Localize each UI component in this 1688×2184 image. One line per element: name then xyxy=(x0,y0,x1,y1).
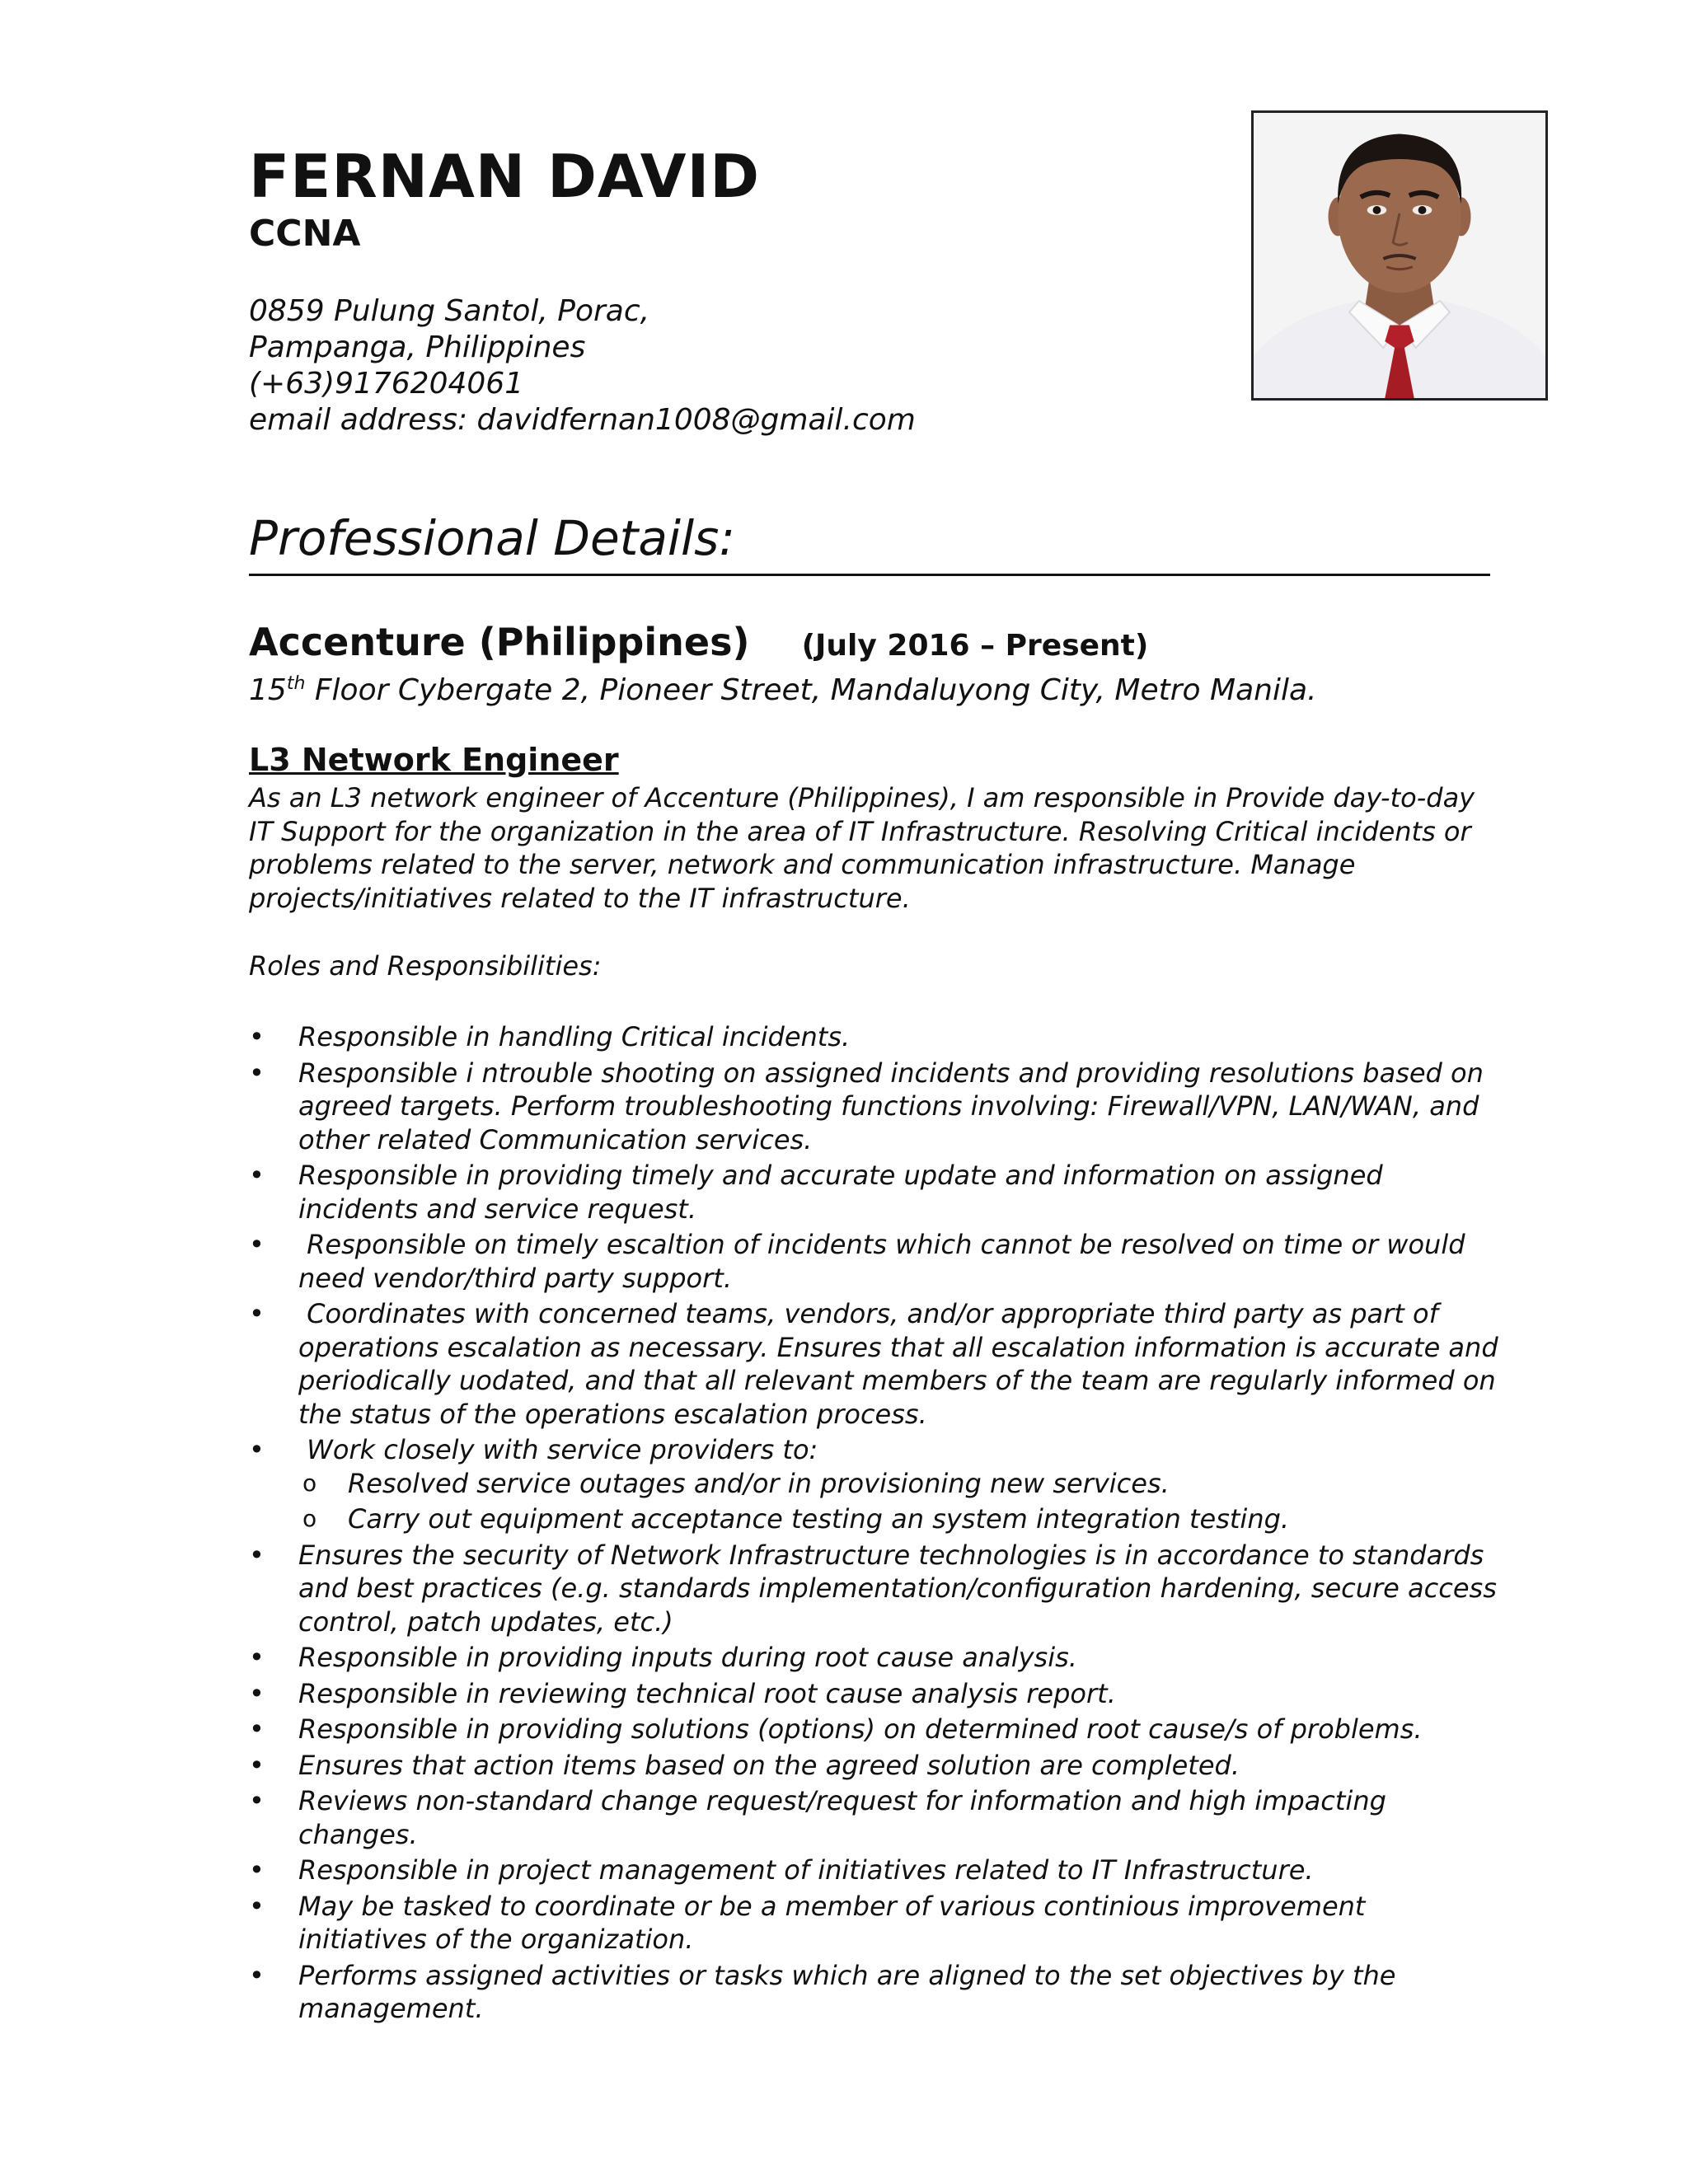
contact-block xyxy=(249,293,916,438)
company-address xyxy=(249,666,1316,709)
bullet-icon: • xyxy=(249,1298,265,1329)
role-description: As an L3 network engineer of Accenture (Philippines), I am responsible in Provide day-to-day IT Support for the organization in the area of IT Infrastructure. Resolving Critical incidents or problems related to the server, network and communication infrastructure. Manage projects/initiatives related to the IT infrastructure. xyxy=(249,782,1475,914)
list-item-text: Responsible in providing inputs during root cause analysis. xyxy=(298,1642,1077,1673)
list-item-text: Responsible in providing timely and accurate update and information on assigned incidents and service request. xyxy=(298,1160,1383,1225)
role-title: L3 Network Engineer xyxy=(249,742,619,778)
list-item xyxy=(249,1297,1507,1431)
list-item xyxy=(249,1057,1502,1157)
list-item-text: Responsible i ntrouble shooting on assigned incidents and providing resolutions based on agreed targets. Perform troubleshooting functions involving: Firewall/VPN, LAN/WAN, and other related Communication services. xyxy=(298,1057,1484,1155)
section-title: Professional Details: xyxy=(249,510,735,566)
phone-number: (+63)9176204061 xyxy=(249,367,524,401)
bullet-icon: • xyxy=(249,1713,265,1745)
list-item xyxy=(249,1228,1502,1295)
bullet-icon: • xyxy=(249,1749,265,1781)
sub-list-item xyxy=(249,1502,1502,1536)
bullet-icon: • xyxy=(249,1642,265,1673)
address-line-1: 0859 Pulung Santol, Porac, xyxy=(249,294,650,328)
list-item xyxy=(249,1713,1502,1746)
list-item-text: Performs assigned activities or tasks which are aligned to the set objectives by the management. xyxy=(298,1959,1396,2024)
list-item xyxy=(249,1433,1502,1536)
profile-photo xyxy=(1251,110,1548,401)
employment-dates: (July 2016 – Present) xyxy=(801,629,1149,663)
bullet-icon: • xyxy=(249,1021,265,1052)
list-item xyxy=(249,1020,1502,1054)
list-item-text: Work closely with service providers to: xyxy=(298,1434,818,1465)
bullet-icon: • xyxy=(249,1785,265,1816)
bullet-icon: • xyxy=(249,1959,265,1991)
list-item-text: Responsible in providing solutions (options) on determined root cause/s of problems. xyxy=(298,1713,1423,1745)
sub-list-item-text: Resolved service outages and/or in provisioning new services. xyxy=(348,1467,1170,1499)
list-item xyxy=(249,1159,1502,1226)
bullet-icon: • xyxy=(249,1890,265,1922)
bullet-icon: • xyxy=(249,1057,265,1089)
list-item-text: May be tasked to coordinate or be a member of various continious improvement initiatives of the organization. xyxy=(298,1890,1366,1955)
certification: CCNA xyxy=(249,213,361,255)
list-item xyxy=(249,1890,1502,1957)
email-address: email address: davidfernan1008@gmail.com xyxy=(249,403,916,437)
circle-bullet-icon: o xyxy=(302,1505,317,1532)
list-item-text: Responsible in handling Critical incidents. xyxy=(298,1021,851,1052)
section-divider xyxy=(249,574,1490,576)
sub-list xyxy=(249,1467,1502,1536)
list-item-text: Ensures the security of Network Infrastructure technologies is in accordance to standards and best practices (e.g. standards implementation/configuration hardening, secure access control, patch updates, etc.) xyxy=(298,1539,1497,1638)
list-item-text: Ensures that action items based on the agreed solution are completed. xyxy=(298,1749,1240,1781)
bullet-icon: • xyxy=(249,1229,265,1260)
address-floor-number: 15 xyxy=(249,673,287,707)
address-rest: Floor Cybergate 2, Pioneer Street, Mandaluyong City, Metro Manila. xyxy=(305,673,1317,707)
list-item-text: Coordinates with concerned teams, vendors, and/or appropriate third party as part of operations escalation as necessary. Ensures that all escalation information is accurate and periodically uodated, and that all relevant members of the team are regularly informed on the status of the operations escalation process. xyxy=(298,1298,1507,1430)
list-item-text: Responsible in project management of initiatives related to IT Infrastructure. xyxy=(298,1854,1314,1886)
address-ordinal-suffix: th xyxy=(286,673,306,694)
list-item-text: Responsible in reviewing technical root cause analysis report. xyxy=(298,1677,1116,1709)
bullet-icon: • xyxy=(249,1854,265,1886)
responsibilities-list xyxy=(249,1020,1507,2028)
circle-bullet-icon: o xyxy=(302,1469,317,1497)
list-item xyxy=(249,1854,1502,1887)
list-item xyxy=(249,1784,1502,1851)
list-item-text: Reviews non-standard change request/request for information and high impacting changes. xyxy=(298,1785,1386,1850)
sub-list-item xyxy=(249,1467,1502,1501)
bullet-icon: • xyxy=(249,1160,265,1191)
list-item xyxy=(249,1959,1502,2026)
list-item xyxy=(249,1539,1502,1639)
list-item xyxy=(249,1641,1502,1675)
address-line-2: Pampanga, Philippines xyxy=(249,330,586,364)
bullet-icon: • xyxy=(249,1539,265,1571)
sub-list-item-text: Carry out equipment acceptance testing an system integration testing. xyxy=(348,1503,1290,1535)
candidate-name: FERNAN DAVID xyxy=(249,142,760,211)
employment-header xyxy=(249,618,1148,666)
bullet-icon: • xyxy=(249,1434,265,1465)
list-item-text: Responsible on timely escaltion of incidents which cannot be resolved on time or would need vendor/third party support. xyxy=(298,1229,1474,1294)
company-name: Accenture (Philippines) xyxy=(249,620,750,664)
list-item xyxy=(249,1677,1502,1711)
roles-heading: Roles and Responsibilities: xyxy=(249,950,602,982)
bullet-icon: • xyxy=(249,1677,265,1709)
profile-photo-image xyxy=(1254,113,1545,398)
list-item xyxy=(249,1749,1502,1783)
